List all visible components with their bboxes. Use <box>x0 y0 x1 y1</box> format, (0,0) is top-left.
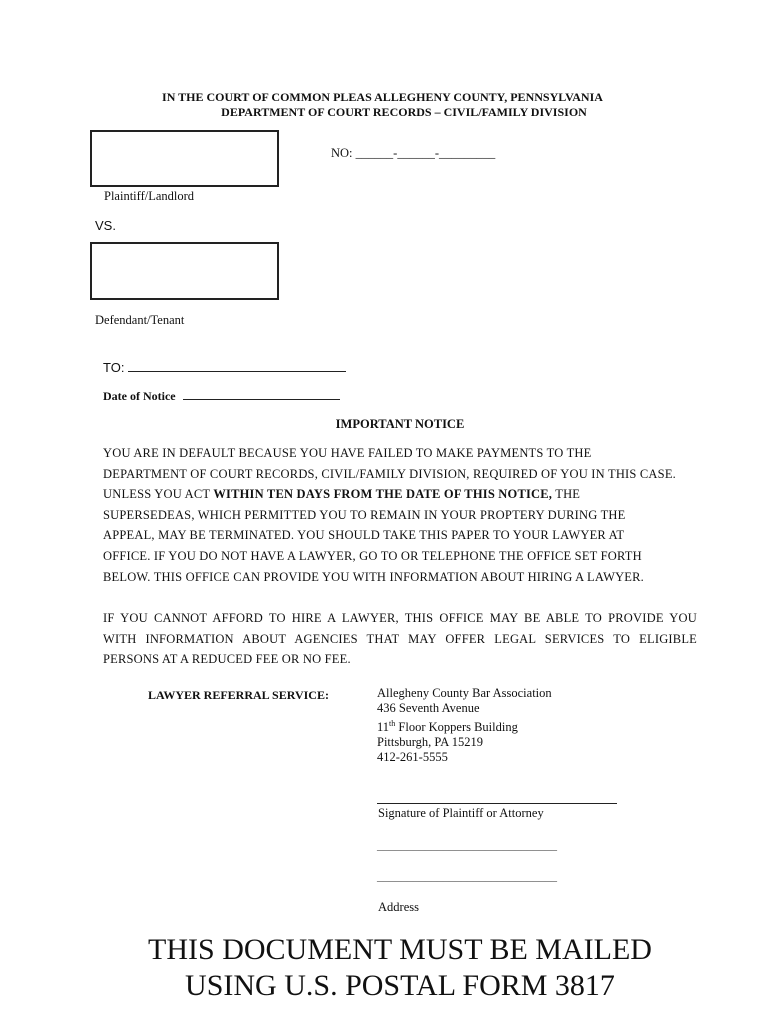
to-label: TO: <box>103 360 125 375</box>
referral-phone: 412-261-5555 <box>377 750 448 765</box>
versus-label: VS. <box>95 218 116 233</box>
date-of-notice-row <box>103 386 340 404</box>
address-label: Address <box>378 900 419 914</box>
signature-label: Signature of Plaintiff or Attorney <box>378 806 544 820</box>
paragraph-1-line: SUPERSEDEAS, WHICH PERMITTED YOU TO REMAIN IN YOUR PROPTERY DURING THE <box>103 507 626 522</box>
paragraph-1-line: UNLESS YOU ACT WITHIN TEN DAYS FROM THE DATE OF THIS NOTICE, THE <box>103 487 581 502</box>
paragraph-1-line: OFFICE. IF YOU DO NOT HAVE A LAWYER, GO TO OR TELEPHONE THE OFFICE SET FORTH <box>103 548 642 563</box>
court-header-line1: IN THE COURT OF COMMON PLEAS ALLEGHENY COUNTY, PENNSYLVANIA <box>162 90 603 104</box>
date-of-notice-label: Date of Notice <box>103 389 176 403</box>
paragraph-1-line: YOU ARE IN DEFAULT BECAUSE YOU HAVE FAILED TO MAKE PAYMENTS TO THE <box>103 446 592 460</box>
address-line-2[interactable]: ______________________________ <box>377 869 557 883</box>
referral-city: Pittsburgh, PA 15219 <box>377 735 483 750</box>
notice-title: IMPORTANT NOTICE <box>335 417 465 431</box>
paragraph-2-line: WITH INFORMATION ABOUT AGENCIES THAT MAY OFFER LEGAL SERVICES TO ELIGIBLE <box>103 631 697 646</box>
plaintiff-label: Plaintiff/Landlord <box>104 189 195 203</box>
paragraph-1-line: APPEAL, MAY BE TERMINATED. YOU SHOULD TAKE THIS PAPER TO YOUR LAWYER AT <box>103 528 625 543</box>
mailing-notice-line2: USING U.S. POSTAL FORM 3817 <box>185 969 615 1002</box>
referral-org: Allegheny County Bar Association <box>377 686 552 700</box>
address-line-1[interactable]: ______________________________ <box>377 838 557 852</box>
plaintiff-name-box[interactable] <box>90 130 279 187</box>
mailing-notice-line1: THIS DOCUMENT MUST BE MAILED <box>148 933 652 966</box>
signature-line[interactable] <box>377 803 617 804</box>
referral-street: 436 Seventh Avenue <box>377 701 480 715</box>
to-input-line[interactable] <box>128 357 346 372</box>
case-number-field[interactable]: NO: ______-______-_________ <box>331 146 496 160</box>
paragraph-1-line: BELOW. THIS OFFICE CAN PROVIDE YOU WITH INFORMATION ABOUT HIRING A LAWYER. <box>103 569 645 584</box>
date-of-notice-input-line[interactable] <box>183 386 340 400</box>
deadline-emphasis: WITHIN TEN DAYS FROM THE DATE OF THIS NOTICE, <box>213 487 553 502</box>
defendant-name-box[interactable] <box>90 242 279 300</box>
referral-label: LAWYER REFERRAL SERVICE: <box>148 688 329 702</box>
referral-floor: 11th Floor Koppers Building <box>377 719 518 735</box>
paragraph-1-line: DEPARTMENT OF COURT RECORDS, CIVIL/FAMILY DIVISION, REQUIRED OF YOU IN THIS CASE. <box>103 466 676 481</box>
paragraph-2-line: IF YOU CANNOT AFFORD TO HIRE A LAWYER, THIS OFFICE MAY BE ABLE TO PROVIDE YOU <box>103 611 697 625</box>
notice-paragraph-2 <box>103 608 697 670</box>
defendant-label: Defendant/Tenant <box>95 313 185 327</box>
referral-address <box>377 686 552 765</box>
court-header-line2: DEPARTMENT OF COURT RECORDS – CIVIL/FAMILY DIVISION <box>221 105 587 119</box>
notice-paragraph-1 <box>103 443 676 587</box>
paragraph-2-line: PERSONS AT A REDUCED FEE OR NO FEE. <box>103 652 351 667</box>
to-field-row <box>103 357 346 376</box>
